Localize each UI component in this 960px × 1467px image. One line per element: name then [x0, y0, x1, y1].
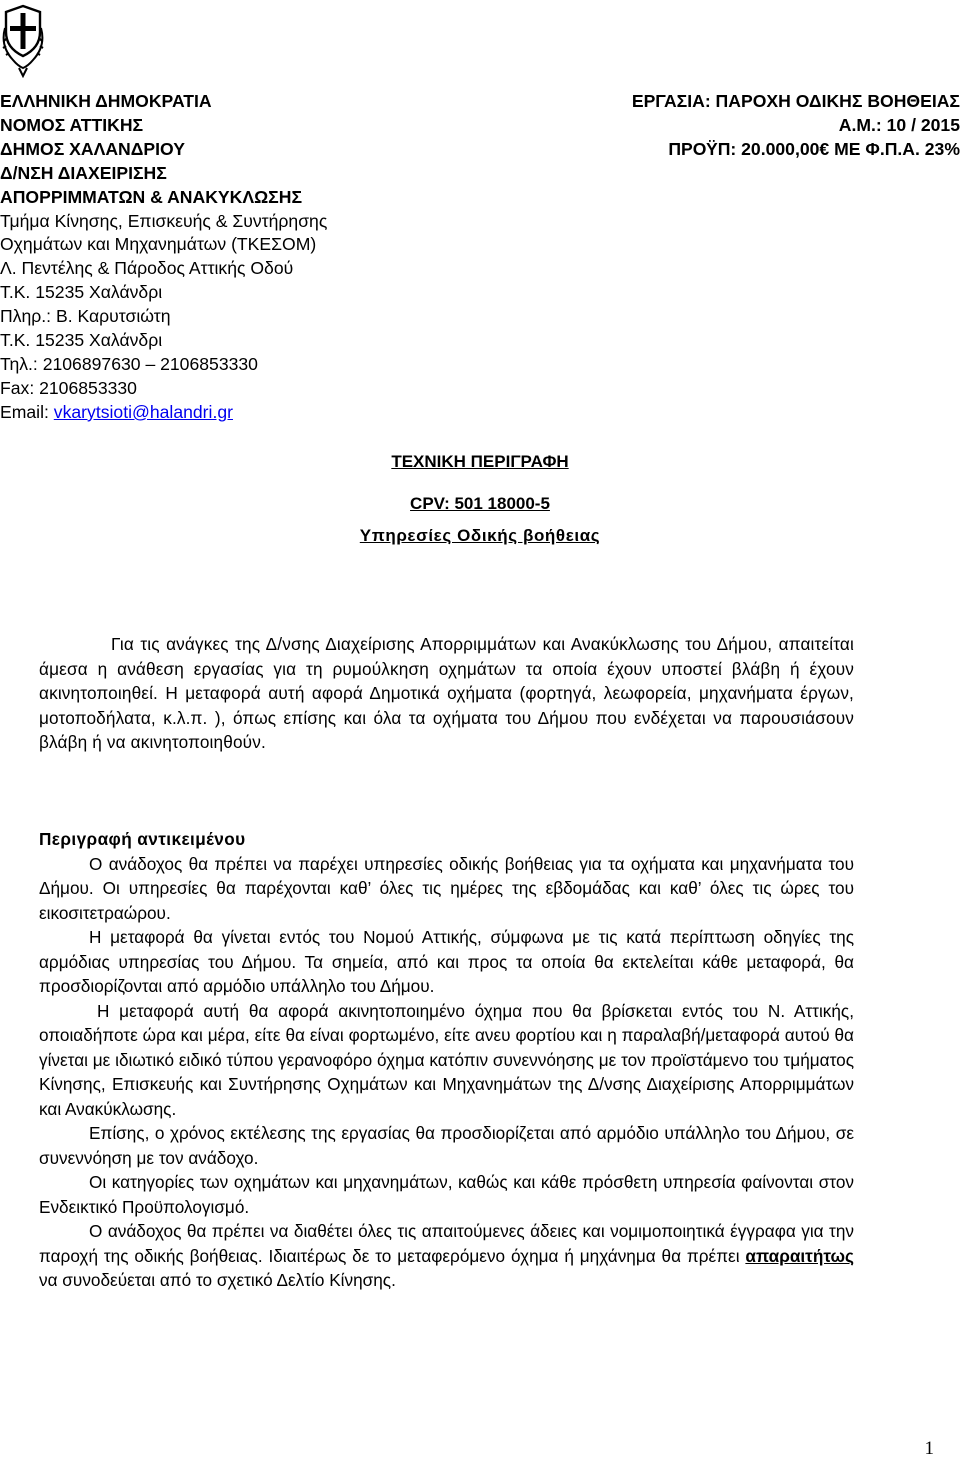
section-paragraph: Η μεταφορά αυτή θα αφορά ακινητοποιημένο όχημα που θα βρίσκεται εντός του Ν. Αττικής, οποιαδήποτε ώρα και μέρα, είτε θα είναι φορτωμένο, είτε ανευ φορτίου και η παραλαβή/μεταφορά αυτού θα γίνεται με ιδιωτικό ειδικό τύπου γερανοφόρο όχημα κατόπιν συνεννόησης με τον προϊστάμενο του τμήματος Κίνησης, Επισκευής και Συντήρησης Οχημάτων και Μηχανημάτων της Δ/νσης Διαχείρισης Απορριμμάτων και Ανακύκλωσης.: [39, 1000, 854, 1119]
service-title: Υπηρεσίες Οδικής βοήθειας: [359, 526, 601, 545]
issuer-line: Τ.Κ. 15235 Χαλάνδρι: [0, 282, 163, 303]
issuer-line: Λ. Πεντέλης & Πάροδος Αττικής Οδού: [0, 258, 294, 279]
project-budget: ΠΡΟΫΠ: 20.000,00€ ΜΕ Φ.Π.Α. 23%: [668, 139, 960, 159]
section-paragraph: [39, 1219, 854, 1293]
intro-text: Για τις ανάγκες της Δ/νσης Διαχείρισης Απορριμμάτων και Ανακύκλωσης του Δήμου, απαιτείται άμεσα η ανάθεση εργασίας για τη ρυμούλκηση οχημάτων τα οποία έχουν υποστεί βλάβη ή έχουν ακινητοποιηθεί. Η μεταφορά αυτή αφορά Δημοτικά οχήματα (φορτηγά, λεωφορεία, μηχανήματα έργων, μοτοποδήλατα, κ.λ.π. ), όπως επίσης και όλα τα οχήματα του Δήμου που ενδέχεται να παρουσιάσουν βλάβη ή να ακινητοποιηθούν.: [39, 634, 854, 752]
description-section: [39, 827, 854, 1293]
section-paragraph: Η μεταφορά θα γίνεται εντός του Νομού Αττικής, σύμφωνα με τις κατά περίπτωση οδηγίες της αρμόδιας υπηρεσίας του Δήμου. Τα σημεία, από και προς τα οποία θα εκτελείται κάθε μεταφορά, θα προσδιορίζονται από αρμόδιο υπάλληλο του Δήμου.: [39, 927, 854, 996]
document-title: ΤΕΧΝΙΚΗ ΠΕΡΙΓΡΑΦΗ: [391, 452, 569, 471]
issuer-line: Πληρ.: Β. Καρυτσιώτη: [0, 306, 171, 327]
paragraph-text: να συνοδεύεται από το σχετικό Δελτίο Κίνησης.: [39, 1270, 396, 1290]
issuer-line: Τηλ.: 2106897630 – 2106853330: [0, 353, 258, 374]
section-heading: Περιγραφή αντικειμένου: [39, 829, 246, 849]
email-label: Email:: [0, 401, 49, 422]
issuer-line: ΑΠΟΡΡΙΜΜΑΤΩΝ & ΑΝΑΚΥΚΛΩΣΗΣ: [0, 186, 303, 207]
issuer-block: [0, 90, 520, 425]
issuer-line: ΝΟΜΟΣ ΑΤΤΙΚΗΣ: [0, 114, 144, 135]
section-paragraph: Οι κατηγορίες των οχημάτων και μηχανημάτων, καθώς και κάθε πρόσθετη υπηρεσία φαίνονται στον Ενδεικτικό Προϋπολογισμό.: [39, 1172, 854, 1217]
cpv-code: CPV: 501 18000-5: [410, 494, 550, 513]
paragraph-text: Ο ανάδοχος θα πρέπει να διαθέτει όλες τις απαιτούμενες άδειες και νομιμοποιητικά έγγραφα για την παροχή της οδικής βοήθειας. Ιδιαιτέρως δε το μεταφερόμενο όχημα ή μηχάνημα θα πρέπει: [39, 1221, 854, 1266]
issuer-line: Fax: 2106853330: [0, 377, 137, 398]
issuer-line: ΔΗΜΟΣ ΧΑΛΑΝΔΡΙΟΥ: [0, 138, 185, 159]
issuer-line: Τμήμα Κίνησης, Επισκευής & Συντήρησης: [0, 210, 328, 231]
issuer-line: Δ/ΝΣΗ ΔΙΑΧΕΙΡΙΣΗΣ: [0, 162, 167, 183]
project-am: Α.Μ.: 10 / 2015: [838, 115, 960, 135]
section-paragraph: Επίσης, ο χρόνος εκτέλεσης της εργασίας θα προσδιορίζεται από αρμόδιο υπάλληλο του Δήμου, σε συνεννόηση με τον ανάδοχο.: [39, 1123, 854, 1168]
email-line: [0, 401, 520, 425]
section-paragraph: Ο ανάδοχος θα πρέπει να παρέχει υπηρεσίες οδικής βοήθειας για τα οχήματα και μηχανήματα του Δήμου. Οι υπηρεσίες θα παρέχονται καθ’ όλες τις ημέρες της εβδομάδας και καθ’ όλες τις ώρες του εικοσιτετραώρου.: [39, 853, 854, 923]
greek-coat-of-arms-icon: [0, 2, 46, 78]
issuer-line: Τ.Κ. 15235 Χαλάνδρι: [0, 330, 163, 351]
issuer-line: ΕΛΛΗΝΙΚΗ ΔΗΜΟΚΡΑΤΙΑ: [0, 91, 212, 111]
email-link[interactable]: vkarytsioti@halandri.gr: [53, 401, 233, 422]
issuer-line: Οχημάτων και Μηχανημάτων (ΤΚΕΣΟΜ): [0, 234, 317, 255]
intro-paragraph: [39, 632, 854, 755]
project-info: [632, 89, 960, 161]
page-number: 1: [924, 1438, 934, 1459]
emphasis-text: απαραιτήτως: [745, 1245, 854, 1266]
project-work: ΕΡΓΑΣΙΑ: ΠΑΡΟΧΗ ΟΔΙΚΗΣ ΒΟΗΘΕΙΑΣ: [631, 91, 960, 111]
